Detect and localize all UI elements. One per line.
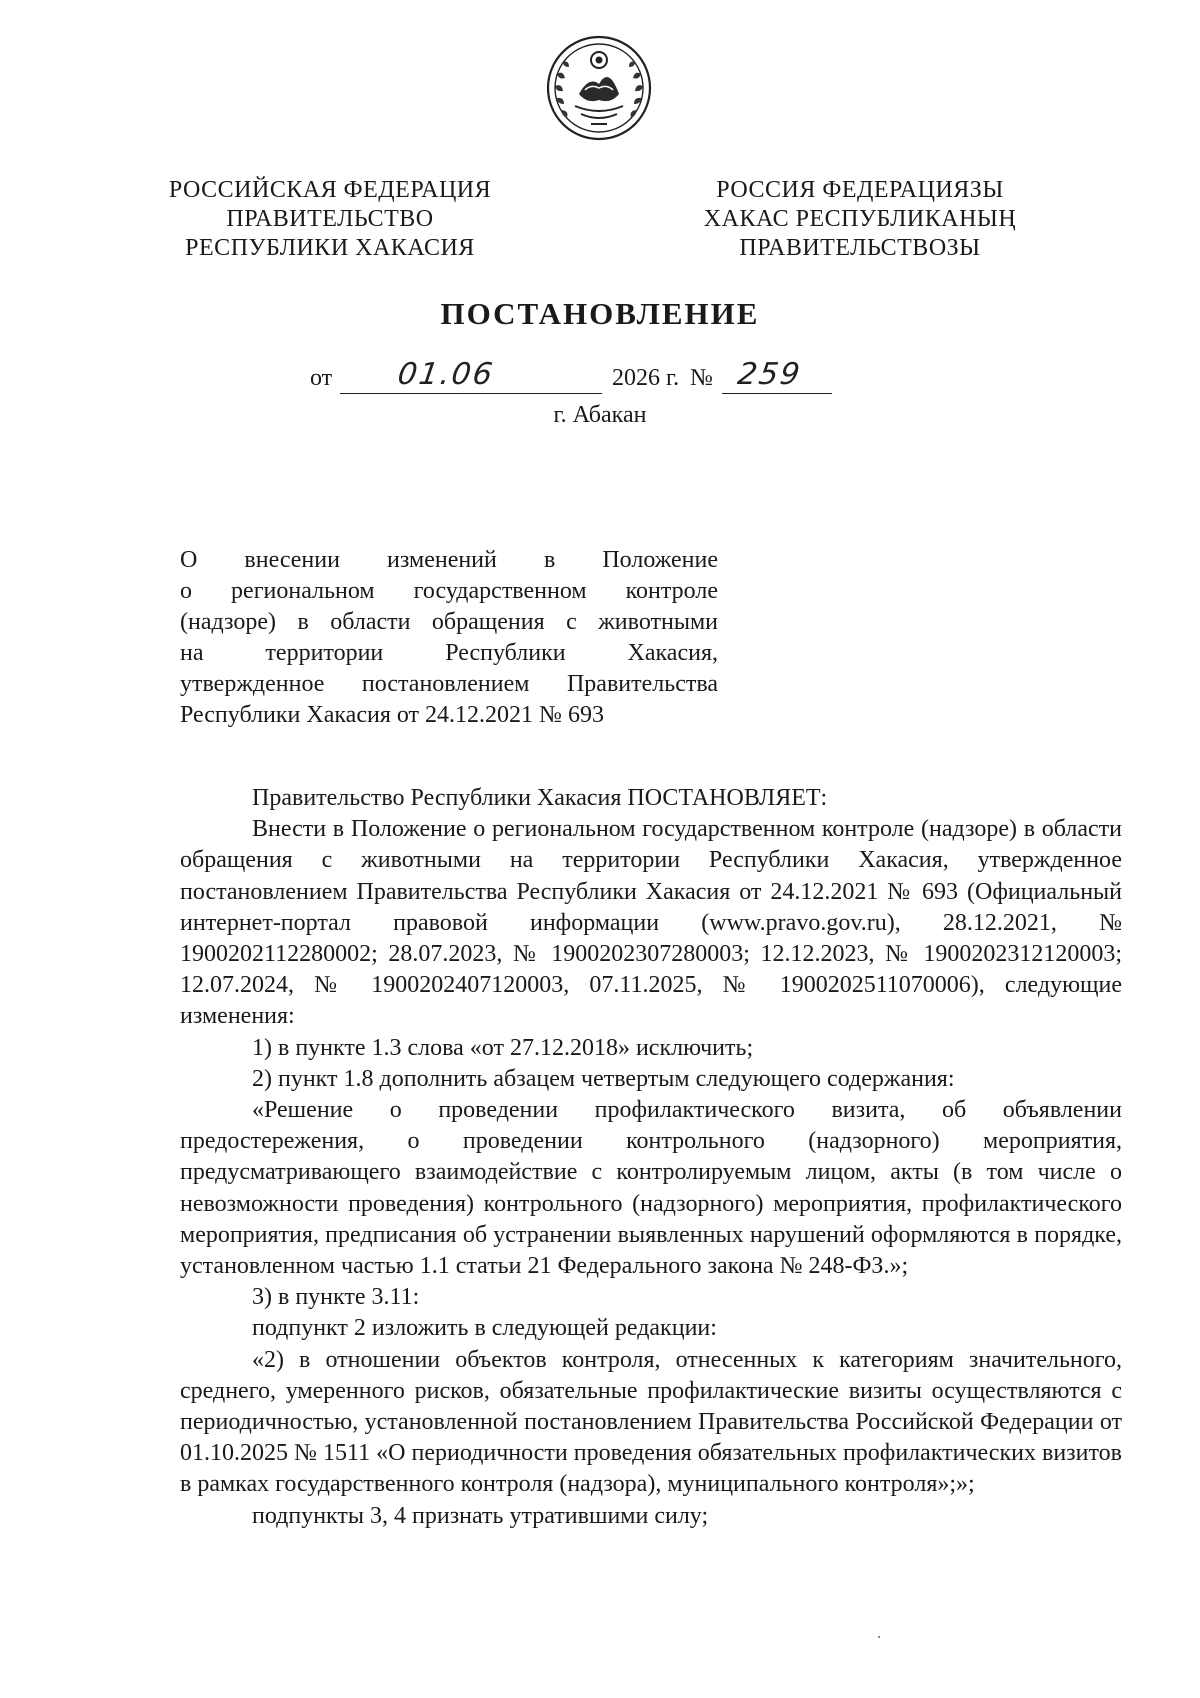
- subject-line: О внесении изменений в Положение: [180, 547, 718, 573]
- handwritten-number: 259: [735, 357, 804, 392]
- subject-line: Республики Хакасия от 24.12.2021 № 693: [180, 702, 604, 728]
- handwritten-date: 01.06: [395, 357, 497, 392]
- header-right-block: [690, 176, 1030, 263]
- subject-line: утвержденное постановлением Правительства: [180, 671, 718, 697]
- subject-line: на территории Республики Хакасия,: [180, 640, 718, 666]
- date-underline: [340, 393, 602, 394]
- subject-line: (надзоре) в области обращения с животными: [180, 609, 718, 635]
- body-paragraph: «2) в отношении объектов контроля, отнесенных к категориям значительного, среднего, умеренного рисков, обязательные профилактические визиты осуществляются с периодичностью, установленной постановлением Правительства Российской Федерации от 01.10.2025 № 1511 «О периодичности проведения обязательных профилактических визитов в рамках государственного контроля (надзора), муниципального контроля»;»;: [180, 1346, 1122, 1498]
- body-paragraph: Внести в Положение о региональном государственном контроле (надзоре) в области обращения с животными на территории Республики Хакасия, утвержденное постановлением Правительства Республики Хакасия от 24.12.2021 № 693 (Официальный интернет-портал правовой информации (www.pravo.gov.ru), 28.12.2021, № 1900202112280002; 28.07.2023, № 1900202307280003; 12.12.2023, № 1900202312120003; 12.07.2024, № 1900202407120003, 07.11.2025, № 1900202511070006), следующие изменения:: [180, 816, 1122, 1030]
- number-label: №: [690, 365, 713, 391]
- header-right-line-3: ПРАВИТЕЛЬСТВОЗЫ: [739, 235, 981, 261]
- header-right-line-1: РОССИЯ ФЕДЕРАЦИЯЗЫ: [716, 177, 1004, 203]
- header-left-line-2: ПРАВИТЕЛЬСТВО: [226, 206, 434, 232]
- number-underline: [722, 393, 832, 394]
- scan-speck: [878, 1636, 880, 1638]
- body-paragraph: подпункты 3, 4 признать утратившими силу;: [252, 1502, 709, 1529]
- date-from-label: от: [310, 365, 333, 391]
- document-body: [180, 783, 1122, 1532]
- republic-of-khakassia-emblem: [545, 34, 653, 142]
- body-paragraph: Правительство Республики Хакасия ПОСТАНОВЛЯЕТ:: [252, 785, 828, 811]
- body-paragraph: 1) в пункте 1.3 слова «от 27.12.2018» исключить;: [252, 1034, 754, 1061]
- date-number-line: [310, 357, 910, 398]
- date-year: 2026 г.: [612, 365, 680, 391]
- body-paragraph: подпункт 2 изложить в следующей редакции:: [252, 1315, 717, 1342]
- subject-heading: [180, 545, 718, 731]
- header-left-line-3: РЕСПУБЛИКИ ХАКАСИЯ: [185, 235, 475, 261]
- header-left-line-1: РОССИЙСКАЯ ФЕДЕРАЦИЯ: [168, 177, 492, 203]
- city-name: г. Абакан: [553, 402, 647, 428]
- subject-line: о региональном государственном контроле: [180, 578, 718, 604]
- header-left-block: [160, 176, 500, 263]
- body-paragraph: «Решение о проведении профилактического визита, об объявлении предостережения, о проведении контрольного (надзорного) мероприятия, предусматривающего взаимодействие с контролируемым лицом, акты (в том числе о невозможности проведения) контрольного (надзорного) мероприятия, профилактического мероприятия, предписания об устранении выявленных нарушений оформляются в порядке, установленном частью 1.1 статьи 21 Федерального закона № 248-ФЗ.»;: [180, 1097, 1122, 1280]
- body-paragraph: 3) в пункте 3.11:: [252, 1284, 420, 1311]
- document-title: ПОСТАНОВЛЕНИЕ: [440, 296, 760, 331]
- body-paragraph: 2) пункт 1.8 дополнить абзацем четвертым следующего содержания:: [252, 1065, 955, 1092]
- header-right-line-2: ХАКАС РЕСПУБЛИКАНЫҢ: [703, 206, 1017, 232]
